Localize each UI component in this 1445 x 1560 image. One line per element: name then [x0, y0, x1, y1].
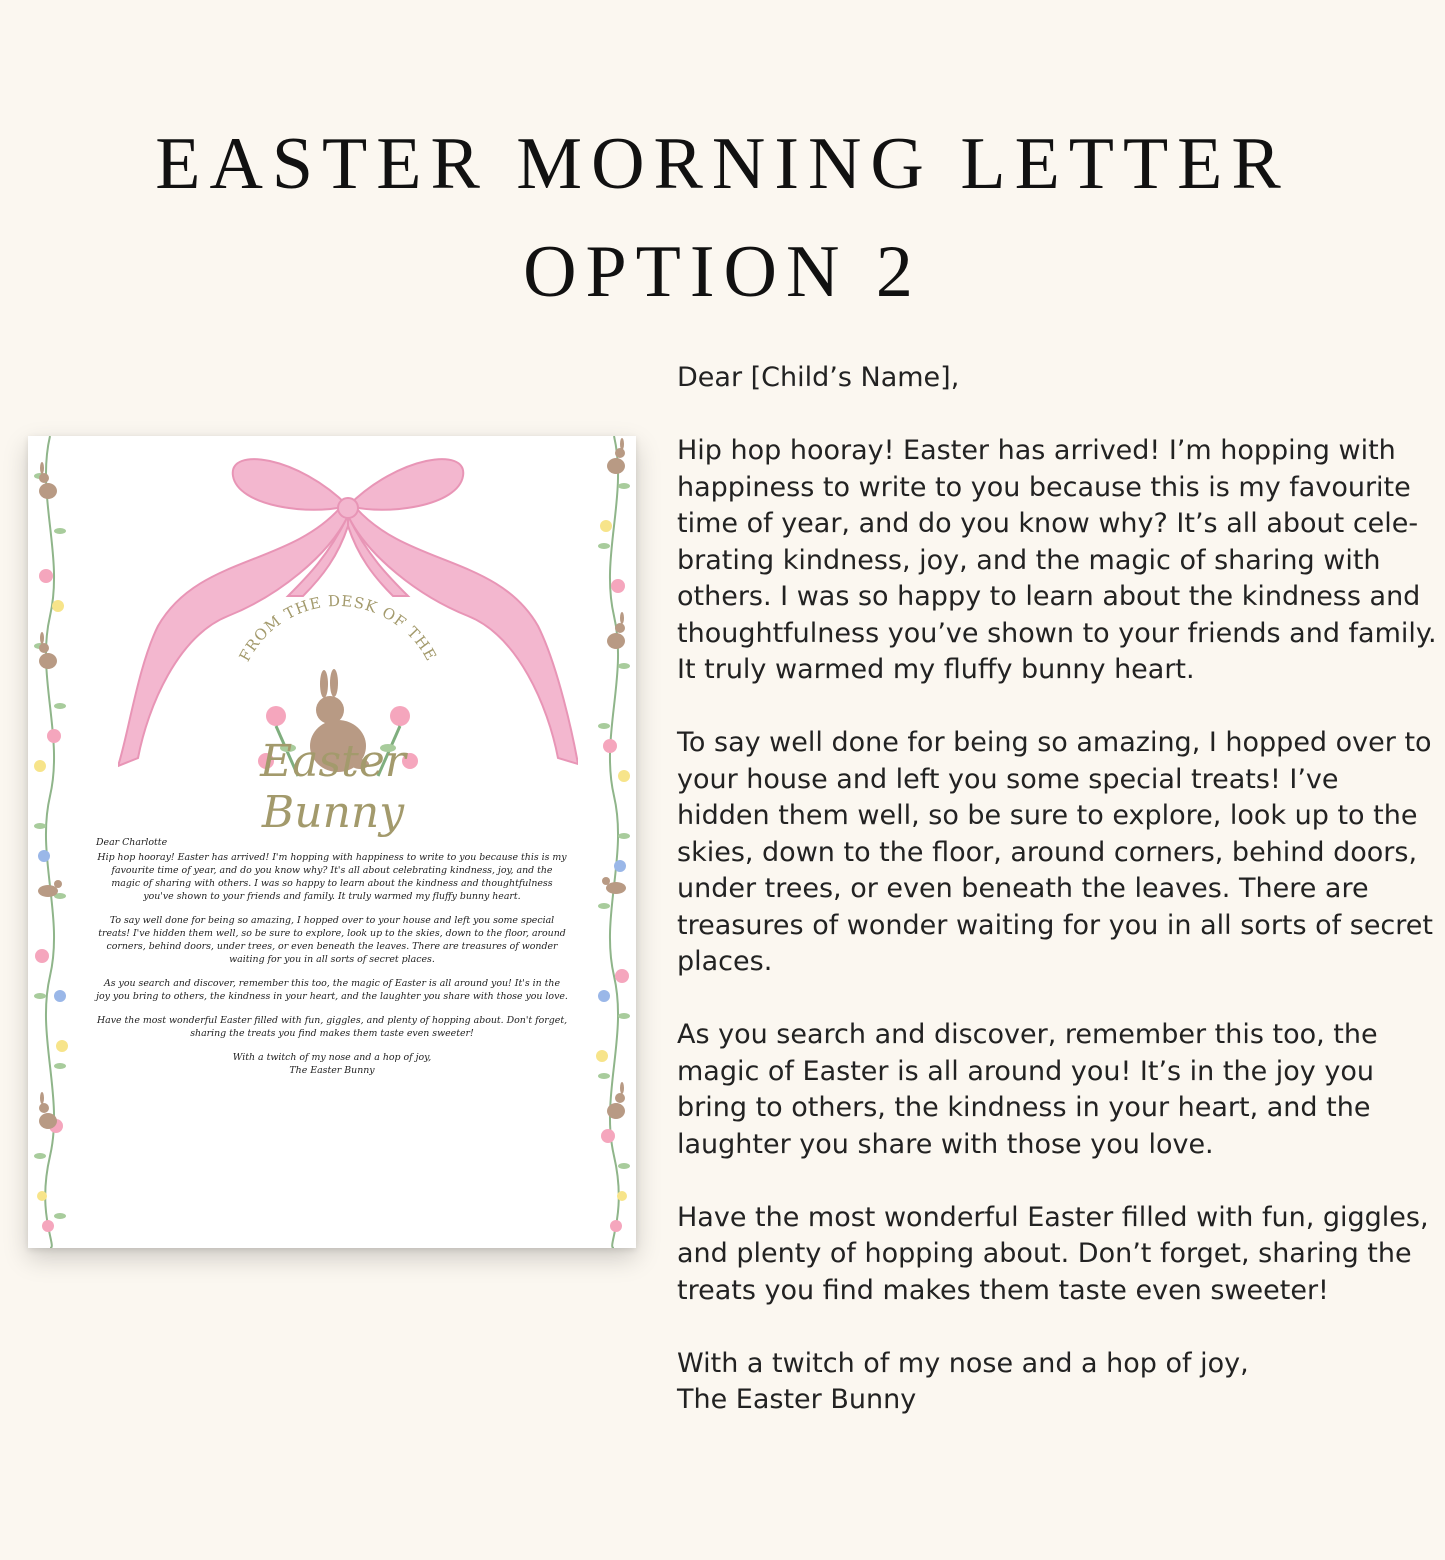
card-paragraph-1: Hip hop hooray! Easter has arrived! I'm hopping with happiness to write to you because this is my favourite time of year, and do you know why? It's all about celebrating kindness, joy, and the magic of sharing with others. I was so happy to learn about the kindness and thoughtfulness you've shown to your friends and family. It truly warmed my fluffy bunny heart. [97, 852, 567, 902]
svg-text:FROM THE DESK OF THE [236, 592, 441, 665]
page-title [0, 110, 1445, 326]
card-paragraph-2: To say well done for being so amazing, I hopped over to your house and left you some special treats! I've hidden them well, so be sure to explore, look up to the skies, down to the floor, around corners, behind doors, under trees, or even beneath the leaves. There are treasures of wonder waiting for you in all sorts of secret places. [98, 915, 566, 965]
card-paragraph-4: Have the most wonderful Easter filled with fun, giggles, and plenty of hopping about. Don't forget, sharing the treats you find makes them taste even sweeter! [96, 1015, 568, 1039]
card-closing: With a twitch of my nose and a hop of joy, [232, 1052, 432, 1063]
card-letter-body [96, 836, 568, 1077]
seal-header-arc: FROM THE DESK OF THE [235, 591, 441, 665]
letter-paragraph-2: To say well done for being so amazing, I hopped over to your house and left you some special treats! I’ve hidden them well, so be sure to explore, look up to the skies, down to the floor, around corners, behind doors, under trees, or even beneath the leaves. There are treasures of wonder waiting for you in all sorts of secret places. [677, 727, 1433, 977]
letter-text [677, 360, 1437, 1419]
seal-brand-script: Easter Bunny [260, 736, 406, 838]
card-signature: The Easter Bunny [289, 1065, 375, 1076]
letter-signature: The Easter Bunny [677, 1384, 917, 1415]
page-title-line-2: OPTION 2 [523, 230, 922, 313]
card-salutation: Dear Charlotte [96, 837, 168, 848]
letter-card-preview [28, 436, 636, 1248]
floral-border-right [586, 436, 636, 1248]
letter-paragraph-1: Hip hop hooray! Easter has arrived! I’m hopping with happiness to write to you because this is my favourite time of year, and do you know why? It’s all about cele-brating kindness, joy, and the magic of sharing with others. I was so happy to learn about the kindness and thoughtfulness you’ve shown to your friends and family. It truly warmed my fluffy bunny heart. [677, 435, 1437, 685]
page-title-line-1: EASTER MORNING LETTER [155, 122, 1290, 205]
letter-paragraph-4: Have the most wonderful Easter filled with fun, giggles, and plenty of hopping about. Don’t forget, sharing the treats you find makes them taste even sweeter! [677, 1201, 1429, 1306]
card-paragraph-3: As you search and discover, remember this too, the magic of Easter is all around you! It's in the joy you bring to others, the kindness in your heart, and the laughter you share with those you love. [96, 978, 568, 1002]
floral-border-left [28, 436, 78, 1248]
letter-salutation: Dear [Child’s Name], [677, 362, 960, 393]
letter-closing: With a twitch of my nose and a hop of joy, [677, 1347, 1249, 1379]
letter-paragraph-3: As you search and discover, remember this too, the magic of Easter is all around you! It’s in the joy you bring to others, the kindness in your heart, and the laughter you share with those you love. [677, 1019, 1378, 1160]
